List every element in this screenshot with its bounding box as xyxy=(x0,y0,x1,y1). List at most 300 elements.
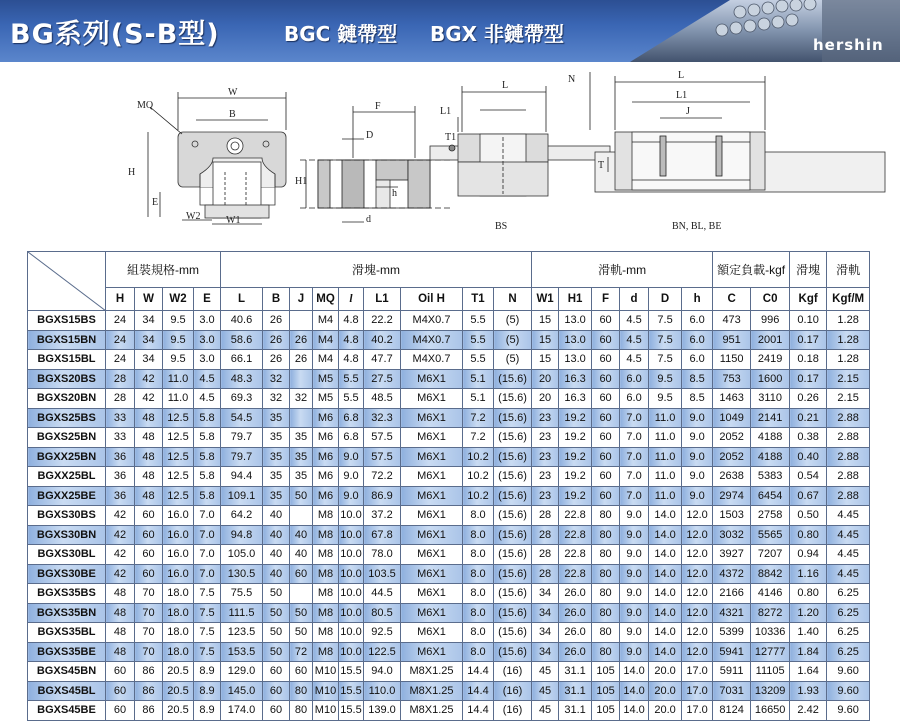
table-cell: 2638 xyxy=(713,467,751,487)
table-cell: 48.5 xyxy=(364,389,401,409)
table-cell: 42 xyxy=(106,525,135,545)
table-cell: M6X1 xyxy=(401,447,463,467)
table-cell: (15.6) xyxy=(494,486,532,506)
table-cell: 3.0 xyxy=(194,350,221,370)
table-cell: 8842 xyxy=(751,564,790,584)
table-cell: 42 xyxy=(106,564,135,584)
table-cell: 174.0 xyxy=(221,701,263,721)
table-cell: 15 xyxy=(532,330,559,350)
table-row xyxy=(28,311,870,331)
group-assembly: 組裝規格-mm xyxy=(106,252,221,288)
table-row xyxy=(28,525,870,545)
table-cell: M8 xyxy=(313,584,339,604)
table-cell: 60 xyxy=(135,564,163,584)
table-cell: 26 xyxy=(263,350,290,370)
table-cell: 4188 xyxy=(751,447,790,467)
table-cell: 15.5 xyxy=(339,662,364,682)
table-cell: 19.2 xyxy=(559,428,592,448)
table-cell: 5399 xyxy=(713,623,751,643)
table-cell: 15.5 xyxy=(339,701,364,721)
table-cell: 12.0 xyxy=(682,564,713,584)
table-row xyxy=(28,330,870,350)
table-cell: 34 xyxy=(135,311,163,331)
table-cell: 40 xyxy=(263,545,290,565)
table-cell: 8.0 xyxy=(463,545,494,565)
table-cell: 3927 xyxy=(713,545,751,565)
table-cell: M4 xyxy=(313,330,339,350)
table-cell: 23 xyxy=(532,428,559,448)
dim-label-w1: W1 xyxy=(226,215,241,226)
table-cell: 40 xyxy=(290,525,313,545)
table-cell: 45 xyxy=(532,662,559,682)
table-cell: 40.6 xyxy=(221,311,263,331)
table-cell: 6.25 xyxy=(827,603,870,623)
table-cell: 0.17 xyxy=(790,369,827,389)
table-cell: 40 xyxy=(263,564,290,584)
table-cell: 78.0 xyxy=(364,545,401,565)
model-cell: BGXX25BL xyxy=(28,467,106,487)
table-cell: 48 xyxy=(135,486,163,506)
table-cell: M4X0.7 xyxy=(401,330,463,350)
table-cell: 6.0 xyxy=(620,389,649,409)
model-cell: BGXS30BL xyxy=(28,545,106,565)
table-cell: 24 xyxy=(106,311,135,331)
table-cell: 70 xyxy=(135,603,163,623)
table-cell: 9.0 xyxy=(682,408,713,428)
table-cell: 7.0 xyxy=(620,467,649,487)
table-cell: 35 xyxy=(290,467,313,487)
bs-dim-label-t1: T1 xyxy=(445,132,457,143)
table-cell: 4.5 xyxy=(620,311,649,331)
table-cell: 10.0 xyxy=(339,525,364,545)
table-cell: 79.7 xyxy=(221,447,263,467)
table-cell: 18.0 xyxy=(163,603,194,623)
table-cell: 16.3 xyxy=(559,389,592,409)
table-cell: 9.5 xyxy=(163,311,194,331)
table-cell: M6X1 xyxy=(401,408,463,428)
column-header: MQ xyxy=(313,288,339,311)
table-row xyxy=(28,447,870,467)
model-cell: BGXS35BE xyxy=(28,642,106,662)
table-cell: M6X1 xyxy=(401,467,463,487)
table-cell: 60 xyxy=(592,350,620,370)
table-cell: 60 xyxy=(592,311,620,331)
table-cell: 10.2 xyxy=(463,486,494,506)
table-cell: 2.88 xyxy=(827,467,870,487)
table-cell: 111.5 xyxy=(221,603,263,623)
table-cell: 34 xyxy=(532,623,559,643)
table-cell: 80.5 xyxy=(364,603,401,623)
table-cell: 0.40 xyxy=(790,447,827,467)
table-cell: 14.0 xyxy=(649,584,682,604)
table-cell: 12.0 xyxy=(682,506,713,526)
table-cell: 60 xyxy=(135,506,163,526)
table-cell: 48 xyxy=(135,408,163,428)
table-cell: 80 xyxy=(290,681,313,701)
table-cell: 35 xyxy=(263,428,290,448)
table-cell: 42 xyxy=(106,506,135,526)
table-cell: 94.0 xyxy=(364,662,401,682)
table-cell: 70 xyxy=(135,584,163,604)
table-cell: 11.0 xyxy=(649,467,682,487)
column-header: L1 xyxy=(364,288,401,311)
table-cell: 2758 xyxy=(751,506,790,526)
table-row xyxy=(28,369,870,389)
table-cell: 4.45 xyxy=(827,564,870,584)
table-cell: 1.28 xyxy=(827,350,870,370)
table-cell: 23 xyxy=(532,408,559,428)
table-cell: 8124 xyxy=(713,701,751,721)
table-cell: 8.9 xyxy=(194,662,221,682)
model-cell: BGXS25BS xyxy=(28,408,106,428)
bn-block-view xyxy=(590,72,885,192)
column-header: T1 xyxy=(463,288,494,311)
table-cell: 123.5 xyxy=(221,623,263,643)
model-cell: BGXS30BS xyxy=(28,506,106,526)
table-cell: M4X0.7 xyxy=(401,311,463,331)
table-cell: 16.3 xyxy=(559,369,592,389)
column-header: W1 xyxy=(532,288,559,311)
table-cell: 2419 xyxy=(751,350,790,370)
bn-dim-label-n: N xyxy=(568,74,576,85)
table-cell: 50 xyxy=(263,642,290,662)
table-cell: 4321 xyxy=(713,603,751,623)
table-cell: 12.0 xyxy=(682,545,713,565)
table-cell: 60 xyxy=(592,389,620,409)
model-cell: BGXX25BN xyxy=(28,447,106,467)
model-cell: BGXS35BL xyxy=(28,623,106,643)
table-cell xyxy=(290,311,313,331)
table-cell: 10336 xyxy=(751,623,790,643)
table-cell: 50 xyxy=(290,486,313,506)
table-cell: 69.3 xyxy=(221,389,263,409)
table-cell: 11105 xyxy=(751,662,790,682)
table-cell: 40.2 xyxy=(364,330,401,350)
table-cell: M6 xyxy=(313,408,339,428)
table-cell: 0.80 xyxy=(790,584,827,604)
table-cell: 2052 xyxy=(713,428,751,448)
table-cell: 6454 xyxy=(751,486,790,506)
table-cell: 105.0 xyxy=(221,545,263,565)
table-cell: 7.0 xyxy=(620,408,649,428)
table-cell: 42 xyxy=(106,545,135,565)
table-cell: 4.8 xyxy=(339,311,364,331)
table-cell: 5.5 xyxy=(463,330,494,350)
table-cell: 28 xyxy=(106,369,135,389)
table-cell: 110.0 xyxy=(364,681,401,701)
table-row xyxy=(28,681,870,701)
table-cell: 35 xyxy=(263,486,290,506)
table-cell: 3.0 xyxy=(194,311,221,331)
table-cell: 60 xyxy=(592,408,620,428)
bn-dim-label-t: T xyxy=(598,160,605,171)
table-cell: 12.5 xyxy=(163,447,194,467)
table-cell: 12.5 xyxy=(163,467,194,487)
table-row xyxy=(28,701,870,721)
table-cell: 31.1 xyxy=(559,681,592,701)
table-cell: 9.5 xyxy=(163,350,194,370)
table-cell: 9.0 xyxy=(339,486,364,506)
table-cell: 7.0 xyxy=(620,486,649,506)
table-cell: 60 xyxy=(106,662,135,682)
table-cell: (5) xyxy=(494,330,532,350)
table-cell: 14.4 xyxy=(463,681,494,701)
table-cell: 37.2 xyxy=(364,506,401,526)
table-cell: 2001 xyxy=(751,330,790,350)
table-cell: 22.2 xyxy=(364,311,401,331)
bn-dim-label-j: J xyxy=(686,106,690,117)
table-cell: 17.0 xyxy=(682,662,713,682)
table-cell: (15.6) xyxy=(494,564,532,584)
cross-section-view xyxy=(148,92,286,224)
table-cell: 145.0 xyxy=(221,681,263,701)
table-cell: 35 xyxy=(290,447,313,467)
table-cell: 20.0 xyxy=(649,701,682,721)
table-cell: 12.0 xyxy=(682,642,713,662)
table-cell: 34 xyxy=(135,350,163,370)
table-cell: 4.45 xyxy=(827,525,870,545)
table-cell: 12.5 xyxy=(163,486,194,506)
table-cell: (16) xyxy=(494,662,532,682)
table-cell: 2052 xyxy=(713,447,751,467)
column-header: H1 xyxy=(559,288,592,311)
table-cell: 45 xyxy=(532,681,559,701)
table-cell: 11.0 xyxy=(649,428,682,448)
table-cell: 4188 xyxy=(751,428,790,448)
group-load: 額定負載-kgf xyxy=(713,252,790,288)
table-cell: M6X1 xyxy=(401,623,463,643)
table-cell: 9.0 xyxy=(620,603,649,623)
table-cell: (15.6) xyxy=(494,623,532,643)
table-cell: M8 xyxy=(313,642,339,662)
brand-name: hershin xyxy=(813,36,884,54)
bn-dim-label-l: L xyxy=(678,70,685,81)
table-cell: 2141 xyxy=(751,408,790,428)
table-cell: M8 xyxy=(313,564,339,584)
table-cell: 80 xyxy=(592,506,620,526)
table-cell: 11.0 xyxy=(649,447,682,467)
table-cell: 26 xyxy=(263,330,290,350)
table-cell: 0.38 xyxy=(790,428,827,448)
table-cell: 23 xyxy=(532,447,559,467)
table-cell: 10.0 xyxy=(339,564,364,584)
table-cell: 50 xyxy=(263,603,290,623)
table-cell: 94.4 xyxy=(221,467,263,487)
table-cell xyxy=(290,506,313,526)
table-row xyxy=(28,486,870,506)
table-cell: 2.88 xyxy=(827,447,870,467)
column-header: B xyxy=(263,288,290,311)
column-header: C xyxy=(713,288,751,311)
table-cell: 951 xyxy=(713,330,751,350)
table-cell: M6X1 xyxy=(401,486,463,506)
table-cell: 47.7 xyxy=(364,350,401,370)
table-cell: 5.5 xyxy=(463,311,494,331)
table-cell: 8272 xyxy=(751,603,790,623)
table-cell: 72.2 xyxy=(364,467,401,487)
model-cell: BGXS20BN xyxy=(28,389,106,409)
table-cell: 26 xyxy=(290,350,313,370)
table-cell: (15.6) xyxy=(494,584,532,604)
table-cell: 36 xyxy=(106,486,135,506)
table-cell: 9.0 xyxy=(620,506,649,526)
table-cell: 6.8 xyxy=(339,408,364,428)
table-cell: 2.88 xyxy=(827,428,870,448)
table-cell: 10.2 xyxy=(463,447,494,467)
table-cell: 9.0 xyxy=(620,642,649,662)
table-cell: 6.25 xyxy=(827,584,870,604)
table-cell: 8.0 xyxy=(463,564,494,584)
dim-label-h-small: h xyxy=(392,188,397,199)
table-cell: 92.5 xyxy=(364,623,401,643)
table-cell: 75.5 xyxy=(221,584,263,604)
table-cell: 1150 xyxy=(713,350,751,370)
table-cell: 11.0 xyxy=(163,369,194,389)
table-cell: 58.6 xyxy=(221,330,263,350)
column-header: d xyxy=(620,288,649,311)
table-cell: 4.8 xyxy=(339,350,364,370)
table-cell: 19.2 xyxy=(559,447,592,467)
table-cell: 26.0 xyxy=(559,584,592,604)
table-cell: 5941 xyxy=(713,642,751,662)
table-row xyxy=(28,603,870,623)
table-cell: 57.5 xyxy=(364,447,401,467)
table-cell: 35 xyxy=(263,447,290,467)
table-cell: (15.6) xyxy=(494,408,532,428)
table-cell: 13.0 xyxy=(559,350,592,370)
column-header: l xyxy=(339,288,364,311)
side-section-view xyxy=(300,106,450,222)
table-cell: 48 xyxy=(106,642,135,662)
table-cell: 12.0 xyxy=(682,603,713,623)
table-cell: 18.0 xyxy=(163,584,194,604)
table-cell: 32 xyxy=(263,389,290,409)
table-cell: 26 xyxy=(290,330,313,350)
table-cell: M5 xyxy=(313,389,339,409)
table-cell: (5) xyxy=(494,350,532,370)
table-cell: 9.5 xyxy=(649,389,682,409)
table-cell: 0.80 xyxy=(790,525,827,545)
table-cell: 67.8 xyxy=(364,525,401,545)
table-cell: M6 xyxy=(313,428,339,448)
table-cell: M6 xyxy=(313,467,339,487)
table-cell: 35 xyxy=(290,428,313,448)
table-cell: 54.5 xyxy=(221,408,263,428)
table-cell: 8.0 xyxy=(463,584,494,604)
table-cell: 16.0 xyxy=(163,525,194,545)
model-cell: BGXS15BL xyxy=(28,350,106,370)
table-cell: M8 xyxy=(313,603,339,623)
table-cell: 7.0 xyxy=(194,545,221,565)
bgx-type-title: BGX 非鏈帶型 xyxy=(430,22,565,46)
table-cell: 0.26 xyxy=(790,389,827,409)
table-cell: 5.1 xyxy=(463,389,494,409)
table-cell: 7.0 xyxy=(620,447,649,467)
table-row xyxy=(28,428,870,448)
dim-label-d-small: d xyxy=(366,214,371,225)
table-cell: 6.25 xyxy=(827,642,870,662)
table-cell: 16650 xyxy=(751,701,790,721)
dim-label-e: E xyxy=(152,197,159,208)
table-cell: 20.5 xyxy=(163,662,194,682)
table-cell: 4146 xyxy=(751,584,790,604)
table-cell: 28 xyxy=(532,525,559,545)
model-cell: BGXX25BE xyxy=(28,486,106,506)
table-cell: 26 xyxy=(263,311,290,331)
table-cell: 23 xyxy=(532,486,559,506)
table-cell: M5 xyxy=(313,369,339,389)
table-cell: 5911 xyxy=(713,662,751,682)
table-cell: 35 xyxy=(263,408,290,428)
table-cell: 7207 xyxy=(751,545,790,565)
model-cell: BGXS45BN xyxy=(28,662,106,682)
table-cell: 5.8 xyxy=(194,447,221,467)
table-cell: 5.8 xyxy=(194,486,221,506)
table-cell: 10.0 xyxy=(339,623,364,643)
table-cell: 34 xyxy=(532,584,559,604)
table-cell: 0.94 xyxy=(790,545,827,565)
table-cell: 28 xyxy=(532,506,559,526)
table-cell: M8X1.25 xyxy=(401,681,463,701)
table-cell: 6.8 xyxy=(339,428,364,448)
table-cell: 1.28 xyxy=(827,311,870,331)
table-cell: M10 xyxy=(313,681,339,701)
table-cell: 86 xyxy=(135,701,163,721)
table-cell: 4.5 xyxy=(194,389,221,409)
table-cell: 0.54 xyxy=(790,467,827,487)
table-cell: 10.0 xyxy=(339,545,364,565)
table-cell: 122.5 xyxy=(364,642,401,662)
table-cell: 50 xyxy=(263,584,290,604)
table-cell: 9.60 xyxy=(827,681,870,701)
table-cell: 17.0 xyxy=(682,701,713,721)
table-cell: 1.20 xyxy=(790,603,827,623)
table-cell: M6 xyxy=(313,447,339,467)
model-cell: BGXS20BS xyxy=(28,369,106,389)
table-cell: M6X1 xyxy=(401,603,463,623)
table-cell: 9.5 xyxy=(649,369,682,389)
table-cell: 15 xyxy=(532,350,559,370)
table-cell: (15.6) xyxy=(494,545,532,565)
table-cell: 18.0 xyxy=(163,623,194,643)
table-row xyxy=(28,389,870,409)
table-cell: 22.8 xyxy=(559,506,592,526)
table-cell: M8 xyxy=(313,545,339,565)
table-cell: 14.0 xyxy=(649,603,682,623)
column-header: F xyxy=(592,288,620,311)
table-cell: 80 xyxy=(592,525,620,545)
table-cell: M8 xyxy=(313,506,339,526)
column-header: J xyxy=(290,288,313,311)
table-cell: 60 xyxy=(592,467,620,487)
table-cell: 9.0 xyxy=(682,447,713,467)
table-cell: 0.21 xyxy=(790,408,827,428)
column-header: W2 xyxy=(163,288,194,311)
table-cell: 1.84 xyxy=(790,642,827,662)
table-cell: 9.60 xyxy=(827,701,870,721)
model-cell: BGXS15BN xyxy=(28,330,106,350)
table-cell: 70 xyxy=(135,642,163,662)
table-cell: 60 xyxy=(263,662,290,682)
table-cell: 20.5 xyxy=(163,681,194,701)
table-cell: 0.18 xyxy=(790,350,827,370)
table-cell: 0.10 xyxy=(790,311,827,331)
bs-caption: BS xyxy=(495,221,508,232)
table-row xyxy=(28,642,870,662)
model-cell: BGXS35BN xyxy=(28,603,106,623)
table-cell: 48 xyxy=(106,623,135,643)
table-cell: 14.0 xyxy=(620,681,649,701)
